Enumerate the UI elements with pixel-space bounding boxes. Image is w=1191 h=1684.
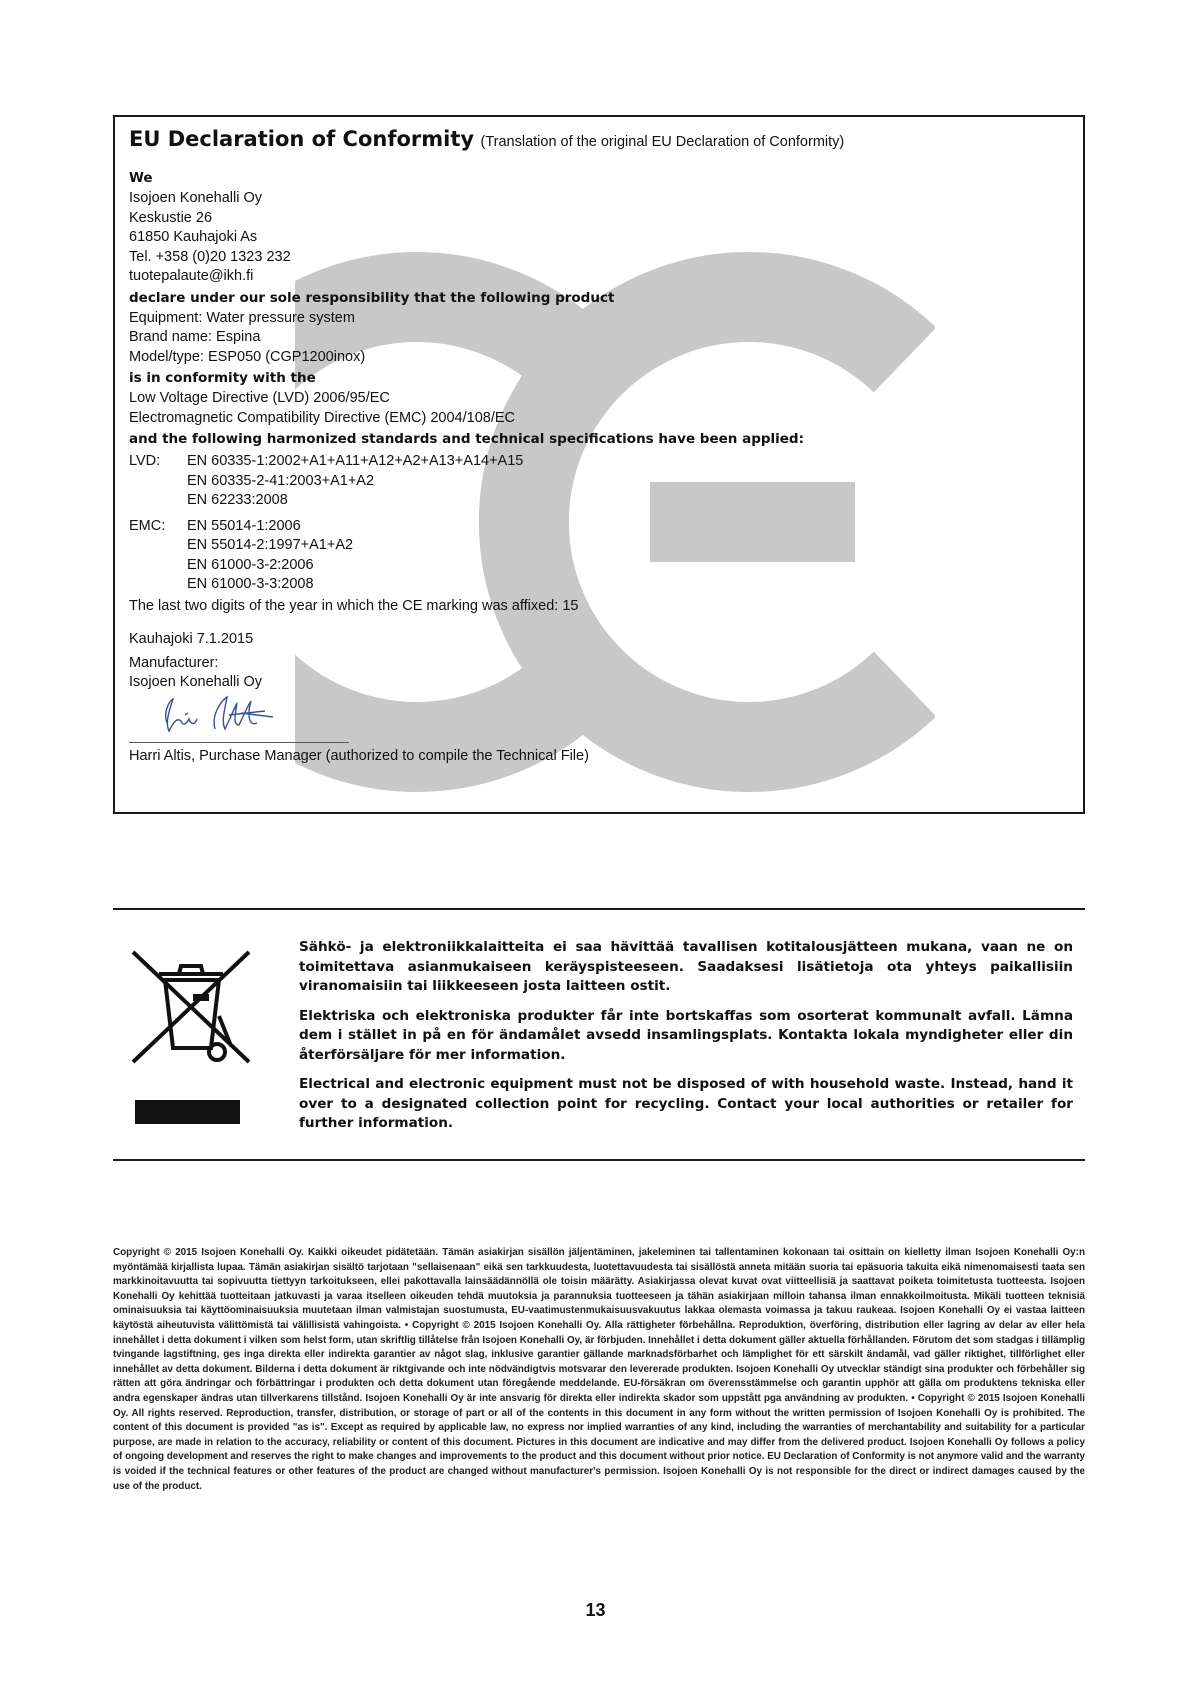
declaration-content bbox=[129, 127, 1069, 766]
emc-standard: EN 61000-3-3:2008 bbox=[187, 576, 314, 592]
emc-standards-block bbox=[129, 517, 1069, 595]
standards-heading: and the following harmonized standards and technical specifications have been applied: bbox=[129, 431, 804, 447]
black-bar bbox=[135, 1100, 240, 1124]
emc-standards-list bbox=[187, 517, 353, 595]
title-line bbox=[129, 127, 1069, 151]
handwritten-signature bbox=[129, 693, 359, 737]
signatory: Harri Altis, Purchase Manager (authorized to compile the Technical File) bbox=[129, 747, 589, 764]
lvd-standards-list bbox=[187, 452, 523, 511]
lvd-standard: EN 60335-1:2002+A1+A11+A12+A2+A13+A14+A15 bbox=[187, 453, 524, 469]
company-name: Isojoen Konehalli Oy bbox=[129, 190, 262, 206]
brand-line: Brand name: Espina bbox=[129, 329, 261, 345]
weee-finnish: Sähkö- ja elektroniikkalaitteita ei saa hävittää tavallisen kotitalousjätteen mukana, vaan ne on toimitettava asianmukaiseen keräyspisteeseen. Saadaksesi lisätietoja ota yhteys paikallisiin viranomaisiin tai liikkeeseen josta laitteen ostit. bbox=[299, 939, 1073, 994]
weee-english: Electrical and electronic equipment must not be disposed of with household waste. Instead, hand it over to a designated collection point for recycling. Contact your local authorities or retailer for further information. bbox=[299, 1076, 1073, 1131]
declaration-box bbox=[113, 115, 1085, 814]
emc-standard: EN 61000-3-2:2006 bbox=[187, 556, 314, 573]
declaration-subtitle: (Translation of the original EU Declaration of Conformity) bbox=[480, 134, 845, 150]
manufacturer-label: Manufacturer: bbox=[129, 654, 219, 671]
declare-heading: declare under our sole responsibility that the following product bbox=[129, 289, 615, 306]
lvd-standards-block bbox=[129, 452, 1069, 511]
emc-standard: EN 55014-1:2006 bbox=[187, 517, 301, 534]
page-number: 13 bbox=[585, 1600, 606, 1620]
conformity-heading: is in conformity with the bbox=[129, 370, 316, 386]
lvd-standard: EN 62233:2008 bbox=[187, 492, 288, 508]
crossed-out-wheelie-bin-icon bbox=[125, 946, 257, 1068]
email-address: tuotepalaute@ikh.fi bbox=[129, 268, 254, 284]
weee-text bbox=[299, 938, 1073, 1144]
ce-year-statement: The last two digits of the year in which the CE marking was affixed: 15 bbox=[129, 597, 579, 614]
weee-swedish: Elektriska och elektroniska produkter får inte bortskaffas som osorterat kommunalt avfall. Lämna dem i stället in på en för ändamålet avsedd insamlingsplats. Kontakta lokala myndigheter eller din återförsäljare för mer information. bbox=[299, 1007, 1073, 1063]
copyright-notice: Copyright © 2015 Isojoen Konehalli Oy. Kaikki oikeudet pidätetään. Tämän asiakirjan sisällön jäljentäminen, jakeleminen tai tallentaminen kokonaan tai osittain on kielletty ilman Isojoen Konehalli Oy:n myöntämää kirjallista lupaa. Tämän asiakirjan sisältö tarjotaan "sellaisenaan" eikä sen tarkkuudesta, luotettavuudesta tai sisällöstä anneta mitään suoria tai epäsuoria takuita eikä nimenomaisesti taata sen markkinoitavuutta tai sopivuutta tiettyyn tarkoitukseen, ellei pakottavalla lainsäädännöllä ole toisin määrätty. Asiakirjassa olevat kuvat ovat viitteellisiä ja saattavat poiketa toimitetusta tuotteesta. Isojoen Konehalli Oy kehittää tuotteitaan jatkuvasti ja varaa itselleen oikeuden tehdä muutoksia ja parannuksia tuotteeseen ja tähän asiakirjaan milloin tahansa ilman ennakkoilmoitusta. Mikäli tuotteen teknisiä ominaisuuksia tai käyttöominaisuuksia muutetaan ilman valmistajan suostumusta, EU-vaatimustenmukaisuusvakuutus lakkaa olemasta voimassa ja takuu raukeaa. Isojoen Konehalli Oy ei vastaa laitteen käytöstä aiheutuvista välittömistä tai välillisistä vahingoista. • Copyright © 2015 Isojoen Konehalli Oy. Alla rättigheter förbehållna. Reproduktion, överföring, distribution eller lagring av delar av eller hela innehållet i detta dokument i vilken som helst form, utan skriftlig tillåtelse från Isojoen Konehalli Oy, är förbjuden. Innehållet i detta dokument gäller aktuella förhållanden. Förutom det som stadgas i tillämplig tvingande lagstiftning, ges inga direkta eller indirekta garantier av något slag, inklusive garantier gällande marknadsförbarhet och lämplighet för ett särskilt ändamål, vad gäller riktighet, tillförlighet eller innehållet av detta dokument. Bilderna i detta dokument är riktgivande och inte nödvändigtvis motsvarar den levererade produkten. Isojoen Konehalli Oy utvecklar ständigt sina produkter och förbehåller sig rätten att göra ändringar och förbättringar i produkten och detta dokument utan föregående meddelande. EU-försäkran om överensstämmelse och garantin upphör att gälla om produktens tekniska eller andra egenskaper ändras utan tillverkarens tillstånd. Isojoen Konehalli Oy är inte ansvarig för direkta eller indirekta skador som uppstått pga användning av produkten. • Copyright © 2015 Isojoen Konehalli Oy. All rights reserved. Reproduction, transfer, distribution, or storage of part or all of the contents in this document in any form without the written permission of Isojoen Konehalli Oy is prohibited. The content of this document is provided "as is". Except as required by applicable law, no express nor implied warranties of any kind, including the warranties of merchantability and suitability for a particular purpose, are made in relation to the accuracy, reliability or content of this document. Pictures in this document are indicative and may differ from the delivered product. Isojoen Konehalli Oy follows a policy of ongoing development and reserves the right to make changes and improvements to the product and this document without prior notice. EU Declaration of Conformity is not anymore valid and the warranty is voided if the technical features or other features of the product are changed without manufacturer's permission. Isojoen Konehalli Oy is not responsible for the direct or indirect damages caused by the use of the product. bbox=[113, 1247, 1085, 1492]
manufacturer-name: Isojoen Konehalli Oy bbox=[129, 674, 262, 690]
emc-label: EMC: bbox=[129, 517, 166, 534]
lvd-label: LVD: bbox=[129, 453, 161, 469]
directive-emc: Electromagnetic Compatibility Directive (EMC) 2004/108/EC bbox=[129, 409, 516, 426]
declaration-title: EU Declaration of Conformity bbox=[129, 127, 475, 151]
street-address: Keskustie 26 bbox=[129, 209, 213, 226]
we-label: We bbox=[129, 170, 153, 186]
directive-lvd: Low Voltage Directive (LVD) 2006/95/EC bbox=[129, 390, 390, 406]
emc-standard: EN 55014-2:1997+A1+A2 bbox=[187, 537, 354, 553]
phone-number: Tel. +358 (0)20 1323 232 bbox=[129, 248, 291, 265]
equipment-line: Equipment: Water pressure system bbox=[129, 309, 355, 326]
signature-line bbox=[129, 742, 349, 743]
weee-section bbox=[113, 908, 1085, 1161]
model-line: Model/type: ESP050 (CGP1200inox) bbox=[129, 348, 366, 365]
lvd-standard: EN 60335-2-41:2003+A1+A2 bbox=[187, 472, 375, 489]
postal-city: 61850 Kauhajoki As bbox=[129, 229, 258, 245]
place-date: Kauhajoki 7.1.2015 bbox=[129, 631, 254, 647]
